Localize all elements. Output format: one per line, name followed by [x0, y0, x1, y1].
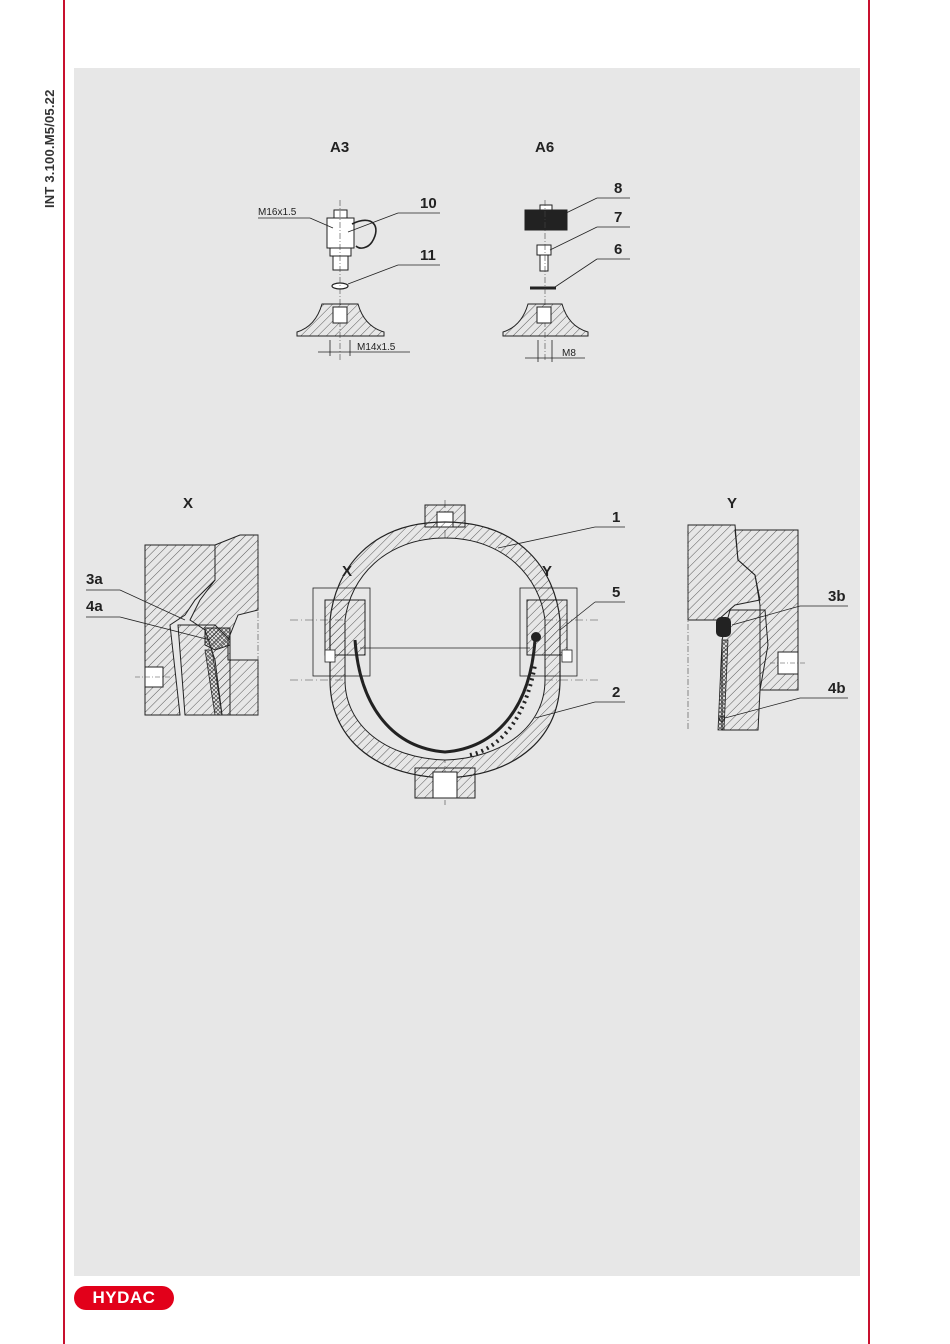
accumulator-section [290, 500, 625, 805]
x-detail-view [86, 495, 258, 715]
dim-m14: M14x1.5 [357, 342, 396, 353]
callout-6: 6 [614, 241, 623, 258]
callout-3b: 3b [828, 588, 846, 605]
a3-heading: A3 [330, 139, 350, 156]
y-detail-view [688, 495, 848, 730]
a6-assembly [503, 139, 630, 362]
a6-heading: A6 [535, 139, 555, 156]
callout-4b: 4b [828, 680, 846, 697]
x-mark-label: X [342, 563, 353, 580]
y-mark-label: Y [542, 563, 553, 580]
y-detail-heading: Y [727, 495, 738, 512]
callout-5: 5 [612, 584, 621, 601]
callout-8: 8 [614, 180, 623, 197]
callout-2: 2 [612, 684, 621, 701]
callout-7: 7 [614, 209, 623, 226]
callout-11: 11 [420, 247, 436, 264]
callout-10: 10 [420, 195, 437, 212]
dim-m16: M16x1.5 [258, 207, 297, 218]
hydac-logo-text: HYDAC [92, 1288, 156, 1307]
callout-4a: 4a [86, 598, 103, 615]
callout-3a: 3a [86, 571, 103, 588]
document-code: INT 3.100.M5/05.22 [42, 89, 57, 208]
dim-m8: M8 [562, 348, 576, 359]
hydac-logo [74, 1286, 174, 1310]
x-detail-heading: X [183, 495, 194, 512]
a3-assembly [258, 139, 440, 360]
callout-1: 1 [612, 509, 621, 526]
